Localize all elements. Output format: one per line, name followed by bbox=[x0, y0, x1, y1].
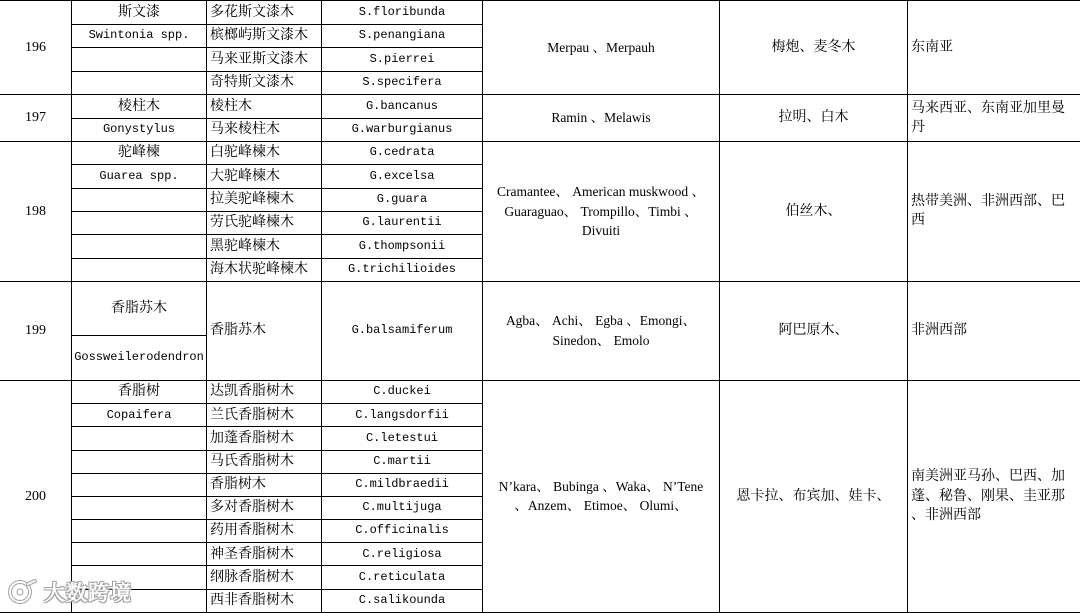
species-cn-cell bbox=[207, 95, 322, 119]
species-cn-name: 加蓬香脂树木 bbox=[210, 429, 294, 446]
genus-cell bbox=[72, 590, 207, 613]
species-cn-name: 马氏香脂树木 bbox=[210, 452, 294, 469]
genus-cell bbox=[72, 165, 207, 188]
species-latin-cell bbox=[322, 1, 483, 25]
genus-cell bbox=[72, 212, 207, 235]
species-latin-cell bbox=[322, 497, 483, 520]
species-cn-name: 拉美驼峰楝木 bbox=[210, 191, 294, 208]
trade-names-cell bbox=[483, 95, 720, 142]
species-cn-cell bbox=[207, 165, 322, 188]
species-cn-cell bbox=[207, 235, 322, 258]
trade-names-line: Agba、 Achi、 Egba 、Emongi、 bbox=[505, 313, 697, 329]
cn-trade-names-cell bbox=[720, 142, 908, 282]
genus-cell bbox=[72, 25, 207, 49]
species-latin-name: G.cedrata bbox=[369, 145, 435, 160]
genus-name: Swintonia spp. bbox=[88, 28, 190, 42]
species-cn-cell bbox=[207, 497, 322, 520]
genus-cell bbox=[72, 404, 207, 427]
genus-cell bbox=[72, 520, 207, 543]
species-latin-name: S.penangiana bbox=[358, 28, 446, 42]
species-latin-cell bbox=[322, 282, 483, 381]
species-latin-cell bbox=[322, 72, 483, 96]
species-cn-name: 西非香脂树木 bbox=[210, 592, 294, 608]
distribution-line: 丹 bbox=[911, 119, 925, 135]
cn-trade-names-line: 拉明、白木 bbox=[778, 109, 849, 126]
species-cn-name: 黑驼峰楝木 bbox=[210, 237, 280, 254]
cn-trade-names-line: 梅炮、麦冬木 bbox=[771, 38, 856, 55]
distribution-line: 、非洲西部 bbox=[911, 507, 981, 524]
distribution-line: 马来西亚、东南亚加里曼 bbox=[911, 99, 1065, 116]
genus-name: 斯文漆 bbox=[118, 3, 160, 20]
genus-cell bbox=[72, 497, 207, 520]
species-cn-cell bbox=[207, 451, 322, 474]
trade-names-line: Merpau 、Merpauh bbox=[547, 39, 655, 55]
row-number: 196 bbox=[25, 39, 46, 55]
species-latin-name: S.specifera bbox=[362, 75, 442, 89]
species-cn-cell bbox=[207, 404, 322, 427]
trade-names-cell bbox=[483, 282, 720, 381]
species-latin-cell bbox=[322, 590, 483, 613]
genus-name: Guarea spp. bbox=[99, 168, 179, 183]
row-number-cell bbox=[0, 142, 72, 282]
trade-names-line: Divuiti bbox=[581, 223, 621, 239]
genus-cell bbox=[72, 48, 207, 72]
species-cn-cell bbox=[207, 119, 322, 143]
species-latin-name: C.martii bbox=[373, 453, 431, 468]
trade-names-line: N’kara、 Bubinga 、Waka、 N’Tene bbox=[498, 478, 704, 494]
genus-cell bbox=[72, 282, 207, 336]
distribution-line: 南美洲亚马孙、巴西、加 bbox=[911, 468, 1065, 485]
species-latin-name: C.letestui bbox=[365, 430, 438, 445]
distribution-cell bbox=[908, 95, 1080, 142]
species-cn-cell bbox=[207, 427, 322, 450]
species-latin-name: G.excelsa bbox=[369, 168, 435, 183]
species-cn-cell bbox=[207, 543, 322, 566]
genus-cell bbox=[72, 1, 207, 25]
species-cn-cell bbox=[207, 25, 322, 49]
genus-cell bbox=[72, 336, 207, 381]
species-latin-name: G.trichilioides bbox=[347, 262, 457, 277]
species-cn-cell bbox=[207, 520, 322, 543]
genus-cell bbox=[72, 142, 207, 165]
species-latin-cell bbox=[322, 566, 483, 589]
trade-names-line: 、Anzem、 Etimoe、 Olumi、 bbox=[514, 498, 688, 514]
genus-name: Gonystylus bbox=[102, 122, 175, 136]
species-cn-name: 多对香脂树木 bbox=[210, 499, 294, 516]
species-cn-name: 兰氏香脂树木 bbox=[210, 406, 294, 423]
species-cn-name: 多花斯文漆木 bbox=[210, 3, 294, 20]
species-latin-cell bbox=[322, 235, 483, 258]
genus-cell bbox=[72, 566, 207, 589]
species-latin-cell bbox=[322, 474, 483, 497]
species-latin-cell bbox=[322, 404, 483, 427]
species-cn-cell bbox=[207, 566, 322, 589]
species-latin-name: C.langsdorfii bbox=[355, 407, 449, 422]
species-cn-name: 劳氏驼峰楝木 bbox=[210, 214, 294, 231]
distribution-cell bbox=[908, 1, 1080, 95]
genus-name: 驼峰楝 bbox=[118, 144, 160, 161]
species-cn-cell bbox=[207, 282, 322, 381]
species-cn-name: 马来棱柱木 bbox=[210, 121, 280, 137]
species-latin-name: G.thompsonii bbox=[358, 238, 446, 253]
species-cn-cell bbox=[207, 212, 322, 235]
distribution-cell bbox=[908, 142, 1080, 282]
row-number-cell bbox=[0, 95, 72, 142]
species-latin-cell bbox=[322, 48, 483, 72]
row-number: 199 bbox=[25, 323, 46, 339]
species-latin-cell bbox=[322, 543, 483, 566]
species-cn-name: 白驼峰楝木 bbox=[210, 144, 280, 161]
row-number: 200 bbox=[25, 488, 46, 504]
genus-cell bbox=[72, 235, 207, 258]
species-latin-name: G.bancanus bbox=[365, 98, 438, 113]
genus-name: Gossweilerodendron bbox=[74, 350, 204, 365]
species-latin-cell bbox=[322, 25, 483, 49]
distribution-line: 非洲西部 bbox=[911, 322, 967, 339]
species-latin-cell bbox=[322, 189, 483, 212]
species-latin-cell bbox=[322, 142, 483, 165]
trade-names-cell bbox=[483, 1, 720, 95]
species-latin-cell bbox=[322, 520, 483, 543]
row-number-cell bbox=[0, 1, 72, 95]
row-number: 198 bbox=[25, 203, 46, 219]
genus-cell bbox=[72, 72, 207, 96]
trade-names-cell bbox=[483, 142, 720, 282]
trade-names-cell bbox=[483, 381, 720, 613]
distribution-line: 东南亚 bbox=[911, 38, 953, 55]
species-latin-cell bbox=[322, 212, 483, 235]
species-latin-cell bbox=[322, 95, 483, 119]
genus-cell bbox=[72, 427, 207, 450]
cn-trade-names-line: 阿巴原木、 bbox=[778, 322, 849, 339]
cn-trade-names-line: 伯丝木、 bbox=[785, 202, 842, 219]
cn-trade-names-line: 恩卡拉、布宾加、娃卡、 bbox=[736, 487, 891, 504]
cn-trade-names-cell bbox=[720, 282, 908, 381]
genus-cell bbox=[72, 119, 207, 143]
species-cn-name: 海木状驼峰楝木 bbox=[210, 261, 308, 278]
species-cn-name: 香脂树木 bbox=[210, 476, 266, 493]
row-number-cell bbox=[0, 282, 72, 381]
trade-names-line: Cramantee、 American muskwood 、 bbox=[496, 184, 706, 200]
species-latin-name: C.mildbraedii bbox=[355, 477, 449, 492]
distribution-line: 蓬、秘鲁、刚果、圭亚那 bbox=[911, 487, 1065, 504]
genus-cell bbox=[72, 451, 207, 474]
row-number-cell bbox=[0, 381, 72, 613]
species-cn-name: 奇特斯文漆木 bbox=[210, 74, 294, 90]
species-latin-name: S.floribunda bbox=[358, 4, 446, 19]
species-latin-name: C.salikounda bbox=[358, 593, 446, 607]
genus-cell bbox=[72, 543, 207, 566]
species-cn-cell bbox=[207, 48, 322, 72]
cn-trade-names-cell bbox=[720, 1, 908, 95]
species-cn-name: 大驼峰楝木 bbox=[210, 167, 280, 184]
species-latin-name: C.religiosa bbox=[362, 546, 442, 561]
distribution-cell bbox=[908, 381, 1080, 613]
genus-cell bbox=[72, 259, 207, 282]
species-cn-name: 马来亚斯文漆木 bbox=[210, 50, 308, 67]
species-cn-cell bbox=[207, 142, 322, 165]
species-cn-name: 达凯香脂树木 bbox=[210, 383, 294, 400]
distribution-line: 西 bbox=[911, 212, 925, 229]
species-cn-name: 纲脉香脂树木 bbox=[210, 568, 294, 585]
distribution-line: 热带美洲、非洲西部、巴 bbox=[911, 192, 1065, 209]
species-latin-name: G.warburgianus bbox=[351, 122, 453, 136]
species-latin-name: S.pierrei bbox=[369, 51, 435, 66]
watermark-text: 大数跨境 bbox=[44, 581, 132, 605]
species-latin-name: C.duckei bbox=[373, 384, 431, 399]
species-cn-cell bbox=[207, 590, 322, 613]
trade-names-line: Guaraguao、 Trompillo、Timbi 、 bbox=[504, 203, 698, 219]
species-latin-name: C.multijuga bbox=[362, 500, 442, 515]
trade-names-line: Ramin 、Melawis bbox=[551, 110, 651, 126]
species-cn-cell bbox=[207, 381, 322, 404]
genus-name: Copaifera bbox=[106, 407, 172, 422]
species-latin-cell bbox=[322, 165, 483, 188]
genus-cell bbox=[72, 474, 207, 497]
distribution-cell bbox=[908, 282, 1080, 381]
species-cn-name: 棱柱木 bbox=[210, 97, 252, 114]
species-latin-cell bbox=[322, 259, 483, 282]
species-latin-cell bbox=[322, 451, 483, 474]
species-latin-cell bbox=[322, 119, 483, 143]
cn-trade-names-cell bbox=[720, 381, 908, 613]
genus-cell bbox=[72, 189, 207, 212]
cn-trade-names-cell bbox=[720, 95, 908, 142]
species-latin-name: C.reticulata bbox=[358, 569, 446, 584]
species-cn-name: 药用香脂树木 bbox=[210, 522, 294, 539]
genus-cell bbox=[72, 381, 207, 404]
trade-names-line: Sinedon、 Emolo bbox=[552, 332, 650, 348]
species-cn-cell bbox=[207, 72, 322, 96]
species-cn-cell bbox=[207, 189, 322, 212]
genus-name: 棱柱木 bbox=[118, 97, 160, 114]
species-cn-name: 神圣香脂树木 bbox=[210, 545, 294, 562]
genus-cell bbox=[72, 95, 207, 119]
species-latin-name: C.officinalis bbox=[355, 523, 449, 538]
species-latin-cell bbox=[322, 427, 483, 450]
species-cn-name: 香脂苏木 bbox=[210, 322, 266, 339]
species-cn-cell bbox=[207, 1, 322, 25]
species-latin-cell bbox=[322, 381, 483, 404]
genus-name: 香脂树 bbox=[118, 383, 160, 400]
species-latin-name: G.laurentii bbox=[362, 215, 442, 230]
species-cn-cell bbox=[207, 474, 322, 497]
species-cn-name: 槟榔屿斯文漆木 bbox=[210, 27, 308, 43]
species-latin-name: G.balsamiferum bbox=[351, 323, 453, 338]
genus-name: 香脂苏木 bbox=[111, 299, 167, 316]
species-cn-cell bbox=[207, 259, 322, 282]
species-latin-name: G.guara bbox=[376, 192, 428, 207]
row-number: 197 bbox=[25, 110, 46, 126]
